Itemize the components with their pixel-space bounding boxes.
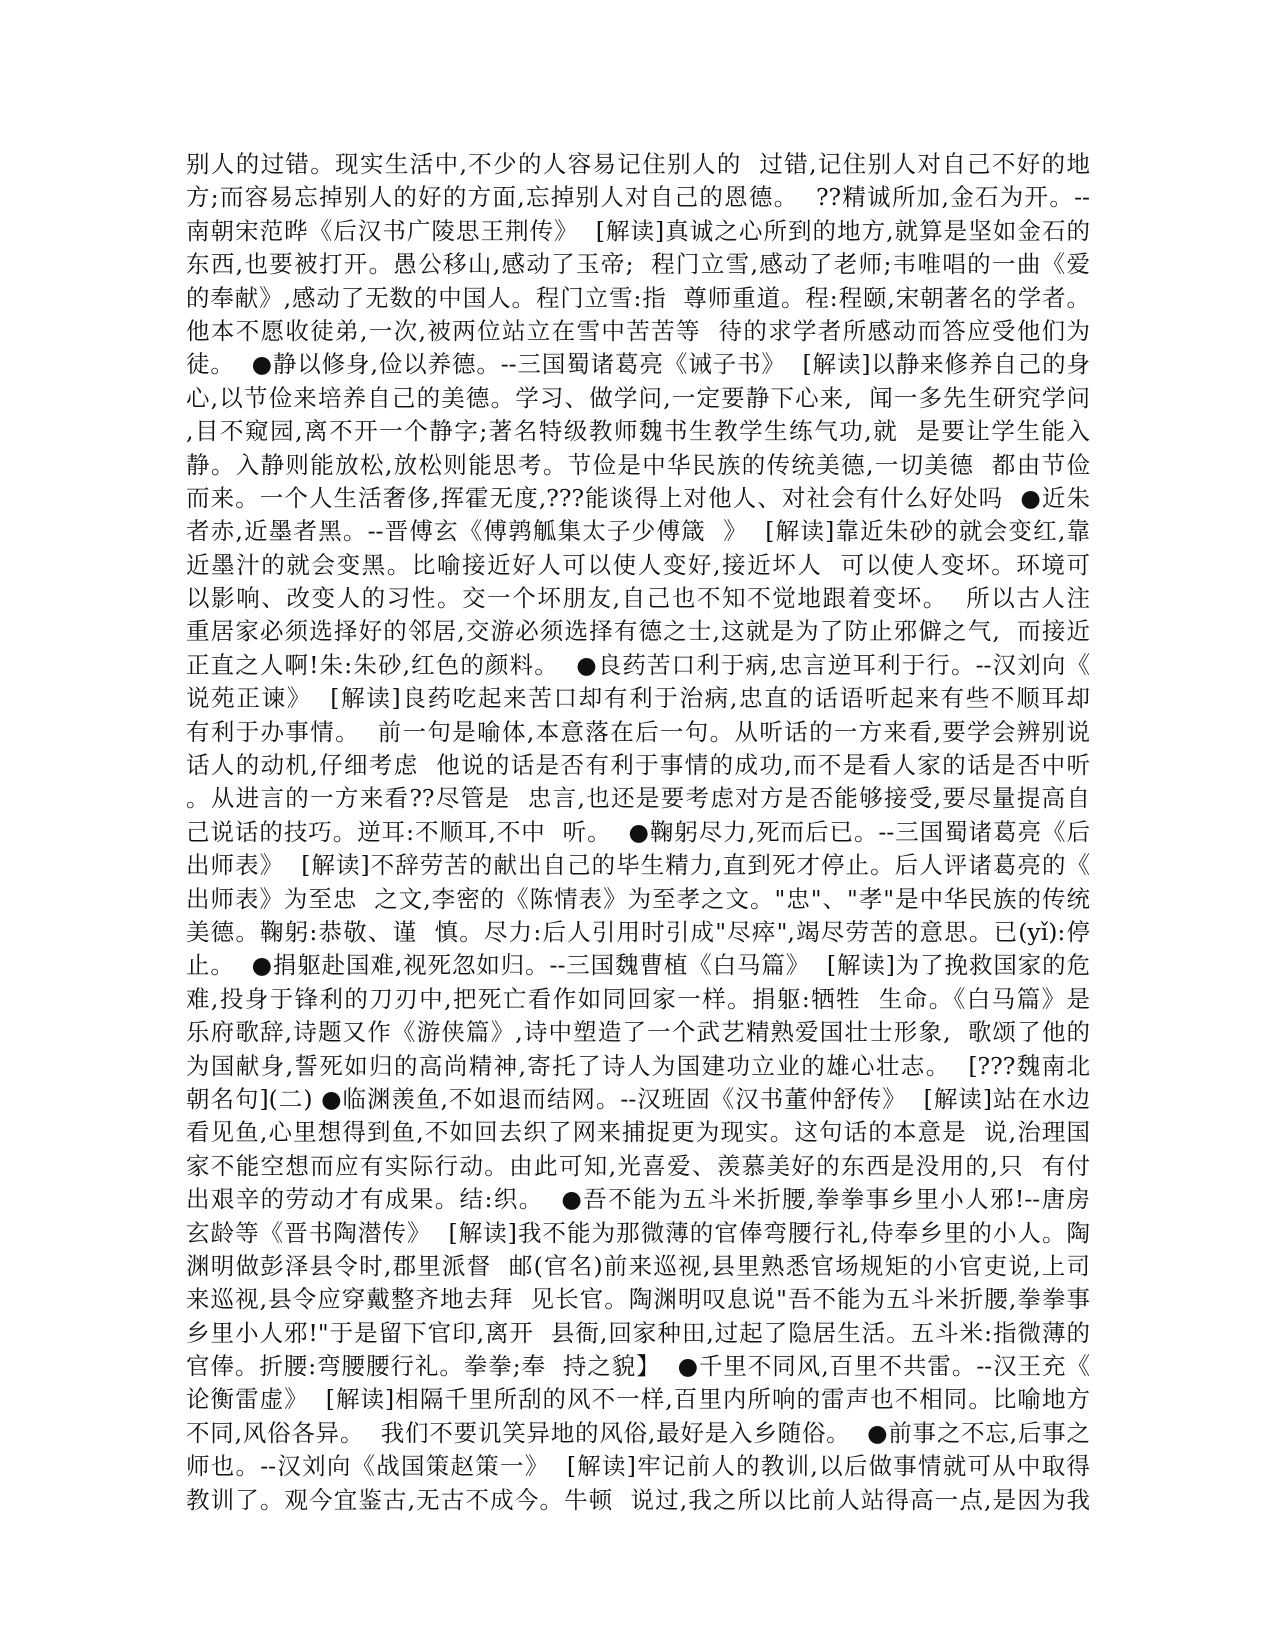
text-line: 玄龄等《晋书陶潜传》 [解读]我不能为那微薄的官俸弯腰行礼,侍奉乡里的小人。陶: [186, 1218, 1090, 1247]
text-line: 出师表》为至忠 之文,李密的《陈情表》为至孝之文。"忠"、"孝"是中华民族的传统: [186, 884, 1090, 913]
text-line: 而来。一个人生活奢侈,挥霍无度,???能谈得上对他人、对社会有什么好处吗 ●近朱: [186, 483, 1090, 512]
text-line: 别人的过错。现实生活中,不少的人容易记住别人的 过错,记住别人对自己不好的地: [186, 150, 1090, 178]
text-line: 己说话的技巧。逆耳:不顺耳,不中 听。 ●鞠躬尽力,死而后已。--三国蜀诸葛亮《后: [186, 817, 1090, 846]
text-line: 出师表》 [解读]不辞劳苦的献出自己的毕生精力,直到死才停止。后人评诸葛亮的《: [186, 851, 1090, 880]
text-line: 官俸。折腰:弯腰腰行礼。拳拳;奉 持之貌】 ●千里不同风,百里不共雷。--汉王充《: [186, 1352, 1090, 1381]
text-line: 的奉献》,感动了无数的中国人。程门立雪:指 尊师重道。程:程颐,宋朝著名的学者。: [186, 283, 1090, 312]
text-line: 难,投身于锋利的刀刃中,把死亡看作如同回家一样。捐躯:牺牲 生命。《白马篇》是: [186, 984, 1090, 1013]
text-line: 话人的动机,仔细考虑 他说的话是否有利于事情的成功,而不是看人家的话是否中听: [186, 751, 1090, 780]
text-line: 正直之人啊!朱:朱砂,红色的颜料。 ●良药苦口利于病,忠言逆耳利于行。--汉刘向《: [186, 650, 1090, 679]
text-line: 重居家必须选择好的邻居,交游必须选择有德之士,这就是为了防止邪僻之气, 而接近: [186, 617, 1090, 646]
text-line: ,目不窥园,离不开一个静字;著名特级教师魏书生教学生练气功,就 是要让学生能入: [186, 417, 1090, 446]
text-line: 看见鱼,心里想得到鱼,不如回去织了网来捕捉更为现实。这句话的本意是 说,治理国: [186, 1118, 1090, 1147]
text-line: 。从进言的一方来看??尽管是 忠言,也还是要考虑对方是否能够接受,要尽量提高自: [186, 784, 1090, 813]
text-line: 有利于办事情。 前一句是喻体,本意落在后一句。从听话的一方来看,要学会辨别说: [186, 717, 1090, 746]
text-line: 南朝宋范晔《后汉书广陵思王荆传》 [解读]真诚之心所到的地方,就算是坚如金石的: [186, 216, 1090, 245]
text-line: 他本不愿收徒弟,一次,被两位站立在雪中苦苦等 待的求学者所感动而答应受他们为: [186, 316, 1090, 345]
text-line: 来巡视,县令应穿戴整齐地去拜 见长官。陶渊明叹息说"吾不能为五斗米折腰,拳拳事: [186, 1285, 1090, 1314]
text-line: 止。 ●捐躯赴国难,视死忽如归。--三国魏曹植《白马篇》 [解读]为了挽救国家的危: [186, 951, 1090, 980]
text-line: 以影响、改变人的习性。交一个坏朋友,自己也不知不觉地跟着变坏。 所以古人注: [186, 584, 1090, 613]
text-line: 乡里小人邪!"于是留下官印,离开 县衙,回家种田,过起了隐居生活。五斗米:指微薄的: [186, 1318, 1090, 1347]
text-line: 静。入静则能放松,放松则能思考。节俭是中华民族的传统美德,一切美德 都由节俭: [186, 450, 1090, 479]
text-line: 乐府歌辞,诗题又作《游侠篇》,诗中塑造了一个武艺精熟爱国壮士形象, 歌颂了他的: [186, 1018, 1090, 1047]
text-line: 师也。--汉刘向《战国策赵策一》 [解读]牢记前人的教训,以后做事情就可从中取得: [186, 1452, 1090, 1481]
text-line: 出艰辛的劳动才有成果。结:织。 ●吾不能为五斗米折腰,拳拳事乡里小人邪!--唐房: [186, 1185, 1090, 1214]
text-line: 美德。鞠躬:恭敬、谨 慎。尽力:后人引用时引成"尽瘁",竭尽劳苦的意思。已(yǐ):停: [186, 917, 1090, 946]
text-line: 方;而容易忘掉别人的好的方面,忘掉别人对自己的恩德。 ??精诚所加,金石为开。--: [186, 183, 1090, 212]
text-line: 东西,也要被打开。愚公移山,感动了玉帝; 程门立雪,感动了老师;韦唯唱的一曲《爱: [186, 250, 1090, 279]
text-line: 朝名句](二) ●临渊羡鱼,不如退而结网。--汉班固《汉书董仲舒传》 [解读]站在水边: [186, 1084, 1090, 1113]
text-line: 为国献身,誓死如归的高尚精神,寄托了诗人为国建功立业的雄心壮志。 [???魏南北: [186, 1051, 1090, 1080]
text-line: 说苑正谏》 [解读]良药吃起来苦口却有利于治病,忠直的话语听起来有些不顺耳却: [186, 684, 1090, 713]
text-line: 渊明做彭泽县令时,郡里派督 邮(官名)前来巡视,县里熟悉官场规矩的小官吏说,上司: [186, 1251, 1090, 1280]
text-line: 家不能空想而应有实际行动。由此可知,光喜爱、羡慕美好的东西是没用的,只 有付: [186, 1151, 1090, 1180]
text-line: 徒。 ●静以修身,俭以养德。--三国蜀诸葛亮《诫子书》 [解读]以静来修养自己的身: [186, 350, 1090, 379]
text-line: 近墨汁的就会变黑。比喻接近好人可以使人变好,接近坏人 可以使人变坏。环境可: [186, 550, 1090, 579]
text-line: 论衡雷虚》 [解读]相隔千里所刮的风不一样,百里内所响的雷声也不相同。比喻地方: [186, 1385, 1090, 1414]
text-line: 不同,风俗各异。 我们不要讥笑异地的风俗,最好是入乡随俗。 ●前事之不忘,后事之: [186, 1418, 1090, 1447]
body-text: [186, 148, 1090, 1517]
text-line: 心,以节俭来培养自己的美德。学习、做学问,一定要静下心来, 闻一多先生研究学问: [186, 383, 1090, 412]
text-line: 教训了。观今宜鉴古,无古不成今。牛顿 说过,我之所以比前人站得高一点,是因为我: [186, 1485, 1090, 1514]
text-line: 者赤,近墨者黑。--晋傅玄《傅鹑觚集太子少傅箴 》 [解读]靠近朱砂的就会变红,靠: [186, 517, 1090, 546]
